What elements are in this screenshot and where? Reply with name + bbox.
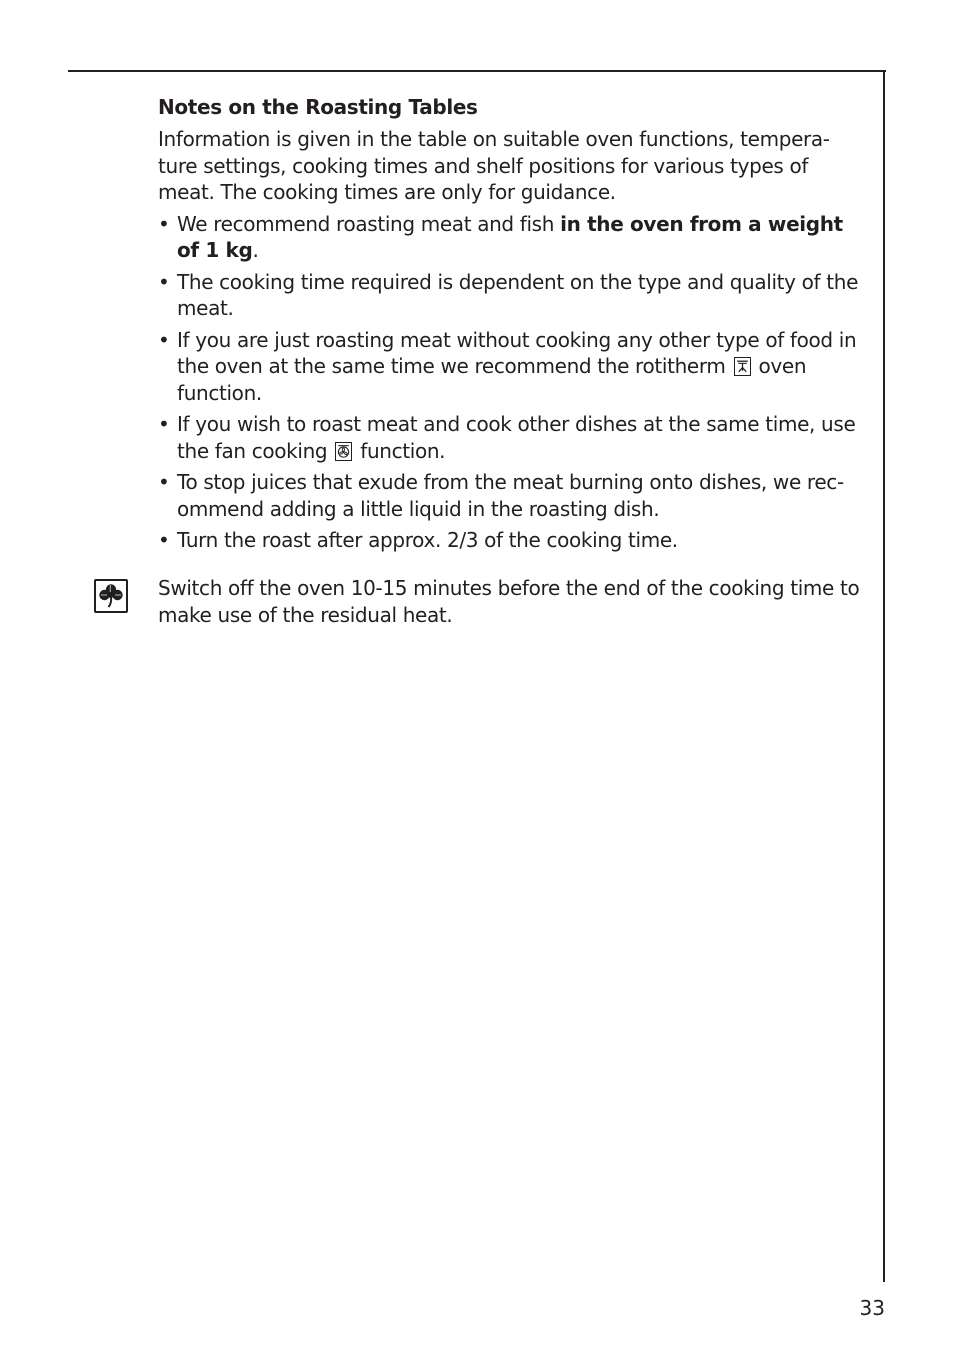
main-content — [158, 94, 863, 559]
bullet-text: Turn the roast after approx. 2/3 of the cooking time. — [177, 528, 678, 552]
bullet-dot: • — [158, 269, 170, 294]
bullet-dot: • — [158, 327, 170, 352]
list-item — [158, 327, 863, 407]
bullet-text: To stop juices that exude from the meat burning onto dishes, we rec- ommend adding a little liquid in the roasting dish. — [177, 470, 844, 521]
bullet-text: The cooking time required is dependent on the type and quality of the meat. — [177, 269, 859, 320]
bullet-text-end: function. — [360, 438, 446, 463]
side-rule — [883, 70, 885, 1282]
top-rule — [68, 70, 886, 72]
bullet-text: If you are just roasting meat without cooking any other type of food in the oven at the same time we recommend the rotitherm — [177, 327, 857, 378]
list-item — [158, 211, 863, 264]
rotitherm-icon — [734, 357, 751, 376]
page-number: 33 — [859, 1296, 885, 1320]
intro-paragraph: Information is given in the table on suitable oven functions, tempera- ture settings, cooking times and shelf positions for various types of meat. The cooking times are only for guidance. — [158, 127, 830, 204]
fan-cooking-icon — [335, 442, 352, 461]
bullet-dot: • — [158, 528, 170, 552]
clover-tip-icon — [94, 579, 128, 613]
list-item — [158, 411, 863, 464]
bullet-bold-text: in the oven from a weight of 1 kg — [177, 211, 843, 262]
bullet-text: If you wish to roast meat and cook other dishes at the same time, use the fan cooking — [177, 412, 856, 463]
bullet-text-end: . — [252, 238, 259, 262]
bullet-list — [158, 211, 863, 554]
section-heading: Notes on the Roasting Tables — [158, 95, 478, 119]
bullet-dot: • — [158, 412, 170, 436]
bullet-text-end: oven function. — [177, 354, 807, 405]
bullet-dot: • — [158, 470, 170, 494]
list-item — [158, 269, 863, 322]
list-item — [158, 469, 863, 522]
list-item — [158, 527, 863, 554]
bullet-text: We recommend roasting meat and fish — [177, 211, 561, 236]
bullet-dot: • — [158, 211, 170, 236]
tip-text: Switch off the oven 10-15 minutes before the end of the cooking time to make use of the residual heat. — [158, 576, 860, 627]
